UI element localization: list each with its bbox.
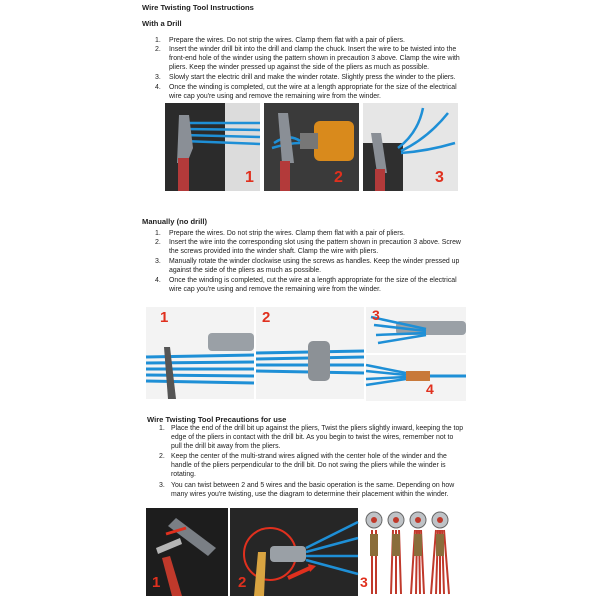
winder-on-wires-illustration: [256, 307, 364, 399]
page-title: Wire Twisting Tool Instructions: [142, 3, 254, 12]
step-text: You can twist between 2 and 5 wires and the basic operation is the same. Depending on how: [171, 482, 455, 489]
section-heading-manual: Manually (no drill): [142, 217, 207, 226]
photo-number-label: 1: [160, 309, 169, 326]
step-text: rotating.: [171, 471, 196, 478]
step-number: 3.: [155, 74, 161, 81]
manual-photo-4: [366, 355, 466, 401]
step-number: 1.: [155, 230, 161, 237]
drill-photo-3: [363, 103, 458, 191]
manual-photo-3: [366, 307, 466, 353]
step-number: 3.: [155, 258, 161, 265]
step-text: against the side of the pliers as much as possible.: [169, 267, 322, 274]
step-number: 4.: [155, 84, 161, 91]
winder-screws-illustration: [366, 307, 466, 353]
photo-number-label: 4: [426, 381, 434, 397]
photo-number-label: 1: [245, 169, 254, 186]
photo-number-label: 3: [372, 307, 380, 323]
photo-number-label: 3: [360, 574, 368, 590]
precaution-photo-2: [230, 508, 358, 596]
step-number: 2.: [155, 46, 161, 53]
precaution-photo-3: [362, 508, 454, 596]
step-text: pliers. Keep the winder pressed up against the side of the pliers as much as possible.: [169, 64, 430, 71]
step-number: 3.: [159, 482, 165, 489]
step-number: 2.: [159, 453, 165, 460]
photo-number-label: 3: [435, 169, 444, 186]
step-text: Once the winding is completed, cut the wire at a length appropriate for the size of the electrical: [169, 277, 457, 284]
step-text: Keep the center of the multi-strand wires aligned with the center hole of the winder and the: [171, 453, 447, 460]
step-text: Manually rotate the winder clockwise using the screws as handles. Keep the winder pressed up: [169, 258, 460, 265]
step-text: Insert the winder drill bit into the drill and clamp the chuck. Insert the wire to be twisted into the: [169, 46, 457, 53]
manual-photo-2: [256, 307, 364, 399]
step-text: wire cap you're using and remove the remaining wire from the winder.: [169, 286, 381, 293]
drill-photo-2: [264, 103, 359, 191]
section-heading-precautions: Wire Twisting Tool Precautions for use: [147, 415, 287, 424]
drill-photo-1: [165, 103, 260, 191]
step-number: 4.: [155, 277, 161, 284]
section-heading-drill: With a Drill: [142, 19, 182, 28]
finished-twist-illustration: [366, 355, 466, 401]
drill-winder-illustration: [264, 103, 359, 191]
step-number: 2.: [155, 239, 161, 246]
step-text: Once the winding is completed, cut the wire at a length appropriate for the size of the electrical: [169, 84, 457, 91]
photo-number-label: 2: [262, 309, 271, 326]
step-text: front-end hole of the winder using the pattern shown in precaution 3 above. Clamp the wire with: [169, 55, 460, 62]
step-number: 1.: [159, 425, 165, 432]
step-number: 1.: [155, 37, 161, 44]
step-text: Place the end of the drill bit up against the pliers, Twist the pliers slightly inward, keeping the top: [171, 425, 464, 432]
photo-number-label: 1: [152, 574, 161, 591]
step-text: wire cap you're using and remove the remaining wire from the winder.: [169, 93, 381, 100]
manual-photo-1: [146, 307, 254, 399]
step-text: the screws provided into the winder shaft. Clamp the wire with pliers.: [169, 248, 379, 255]
step-text: Prepare the wires. Do not strip the wires. Clamp them flat with a pair of pliers.: [169, 37, 405, 44]
step-text: edge of the pliers in contact with the drill bit. As you begin to twist the wires, remember not to: [171, 434, 454, 441]
aligned-wires-illustration: [230, 508, 358, 596]
photo-number-label: 2: [334, 169, 343, 186]
step-text: Slowly start the electric drill and make the winder rotate. Slightly press the winder to the pliers.: [169, 74, 456, 81]
wire-placement-diagram: [362, 508, 454, 596]
step-text: Prepare the wires. Do not strip the wires. Clamp them flat with a pair of pliers.: [169, 230, 405, 237]
step-text: many wires you're twisting, use the diagram to determine their placement within the winder.: [171, 491, 449, 498]
precaution-photo-1: [146, 508, 228, 596]
step-text: Insert the wire into the corresponding slot using the pattern shown in precaution 3 above. Screw: [169, 239, 461, 246]
step-text: pull the drill bit away from the pliers.: [171, 443, 281, 450]
step-text: handle of the pliers perpendicular to the drill bit. Do not swing the pliers while the winder is: [171, 462, 446, 469]
photo-number-label: 2: [238, 574, 247, 591]
